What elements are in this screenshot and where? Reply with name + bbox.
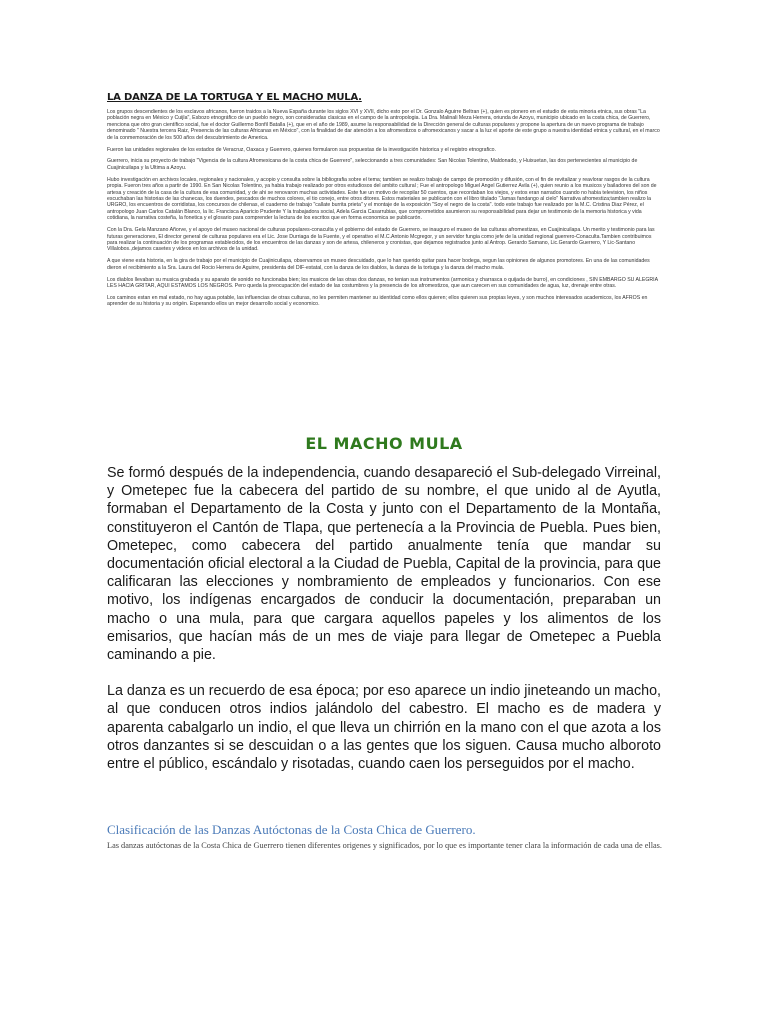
macho-mula-paragraph: Se formó después de la independencia, cuando desapareció el Sub-delegado Virreinal, y Ometepec fue la cabecera del partido de su nombre, el que unido al de Ayutla, formaban el Departamento de la Costa y junto con el Departamento de la Montaña, constituyeron el Cantón de Tlapa, que pertenecía a la Provincia de Puebla. Pues bien, Ometepec, como cabecera del partido anualmente tenía que mandar su documentación oficial electoral a la Ciudad de Puebla, Capital de la provincia, para que calificaran las elecciones y nombramiento de empleados y funcionarios. Con ese motivo, los indígenas encargados de conducir la documentación, preparaban un macho o una mula, para que cargara aquellos papeles y los alimentos de los emisarios, que hacían más de un mes de viaje para llegar de Ometepec a Puebla caminando a pie. xyxy=(107,465,661,664)
classification-paragraph: Las danzas autóctonas de la Costa Chica de Guerrero tienen diferentes origenes y significados, por lo que es importante tener clara la información de cada una de ellas. xyxy=(107,841,662,850)
section-1-paragraph: Hubo investigación en archivos locales, regionales y nacionales, y acopio y consulta sobre la bibliografia sobre el tema; tambien se realizo trabajo de campo de promoción y difusión, con el fin de revitalizar y reavlorar rasgos de la cultura propia. Fueron tres años a partir de 1990. En San Nicolas Tolentino, ya habia trabajo realizado por otros estudiosos del ambito cultural ; Fue el antropologo Miguel Angel Gutierrez Avila (+), quien reunio a los musicos y bailadores del son de artesa y creación de la casa de la cultura de esa comunidad, y de ahi se renovaron muchas actividades. Este fue un motivo de recopilar 50 cuentos, que recordaban los viejos, y estos eran narrados cuando no habia television, los niños escuchaban las historias de las chanecas, los duendes, pescados de muchos colores, el tio conejo, entre otros ditores. Estos materiales se publicarón con el libro titulado "Jamas fandango al cielo" Narrativa afromestiza;tambien realizo la URGRO, los encuentros de corridistas, los concursos de chilenas, el cuaderno de trabajo "callate burrita prieta" y el montaje de la exposición "Soy el negro de la costa". todo este trabajo fue realizado por la M.C. Cristina Diaz Pérez, el antropologo Juan Carlos Catalán Blanco, la lic. Francisca Aparicio Prudente Y la trabajadora social, Adela Garcia Casarrubias, que comprometidos asumieron su responsabilidad para dejar un testimonio de la memoria historica y vida cotidiana, la narrativa costeña, la fonetica y el glosario para comprender la lectura de los escritos que en forma economica se publicarón. xyxy=(107,176,657,222)
section-1-paragraph: Los diablos llevaban su musica grabada y su aparato de sonido no funcionaba bien; los musicos de las otras dos danzas, no tenian sus instrumentos (armonica y charrasca o quijada de burro), en condiciones , SIN EMBARGO SU ALEGRIA LES HACIA GRITAR, AQUI ESTAMOS LOS NEGROS. Pero queda la preocupación del estado de las costumbres y la presencia de los afromestizos, que aun carecen en sus comunidades de agua, luz, drenaje entre otras. xyxy=(107,276,658,289)
macho-mula-heading: EL MACHO MULA xyxy=(305,434,463,453)
section-1-paragraph: Los caminos estan en mal estado, no hay agua potable, las influencias de otras culturas, no les permiten mantener su identidad como ellos quieren; ellos quieren sus propias leyes, y son muchos interesados academicos, los AFROS en aprender de su historia y su origén. Esperando ellos un mejor desarrollo social y economico. xyxy=(107,294,648,308)
article-section-1 xyxy=(107,92,663,313)
macho-mula-paragraph: La danza es un recuerdo de esa época; por eso aparece un indio jineteando un macho, al que conducen otros indios jalándolo del cabestro. El macho es de madera y aparenta cabalgarlo un indio, el que lleva un chirrión en la mano con el que azota a los otros danzantes si se descuidan o a las gentes que los siguen. Causa mucho alboroto entre el público, escándalo y risotadas, cuando caen los perseguidos por el macho. xyxy=(107,683,662,773)
section-1-paragraph: Guerrero, inicia su proyecto de trabajo "Vigencia de la cultura Afromexicana de la costa chica de Guerrero", seleccionando a tres comunidades: San Nicolas Tolentino, Maldonado, y Huixuetan, las dos pertenecientes al municipio de Cuajinicuilapa y la Ultima a Azoyu. xyxy=(107,158,638,171)
section-1-paragraph: Los grupos descendientes de los esclavos africanos, fueron traidos a la Nueva España durante los siglos XVI y XVII, dicho esto por el Dr. Gonzalo Aguirre Beltran (+), quien es pionero en el estudio de esta minoria etnica, sus obras "La población negra en México y Cuijla", Esbozo etnográfico de un pueblo negro, son consideradas clasicas en el campo de la antropologia. La Dra. Malinali Meza Herrera, oriunda de Azoyu, municipio ubicado en la costa chica, de Guerrero, menciona que otro gran científico social, fue el doctor Guillermo Bonfil Batalla (+), que en el año de 1989, asume la responsabilidad de la Dirección general de culturas populares y propone la apertura de un nuevo programa de trabajo denominado " Nuestra tercera Raiz, Presencia de las culturas Africanas en México", con la finalidad de dar atención a los afromestizos o afromexicanos y sacar a la luz el aporte de este grupo a nuestra identidad etnica y cultural, en el marco de la conmemoración de los 500 años del descubrimiento de America. xyxy=(107,109,660,141)
section-1-paragraph: Fueron las unidades regionales de los estados de Veracruz, Oaxaca y Guerrero, quienes formularon sus propuestas de la investigación historica y el registro etnografico. xyxy=(107,146,496,153)
section-1-title: LA DANZA DE LA TORTUGA Y EL MACHO MULA. xyxy=(107,92,362,103)
article-section-2 xyxy=(107,464,661,791)
section-1-paragraph: A que viene esta historia, en la gira de trabajo por el municipio de Cuajinicuilapa, observamos un museo descuidado, que lo han querido quitar para hacer bodega, segun las opiniones de algunos promotores. En una de las comunidades dieron el recibimiento a la Sra. Laura del Rocio Herrera de Aguirre, presidenta del DIF-estatal, con la danza de los diablos, la danza de la tortuga y la danza del macho mula. xyxy=(107,258,650,271)
classification-heading: Clasificación de las Danzas Autóctonas de la Costa Chica de Guerrero. xyxy=(107,822,476,837)
section-1-paragraph: Con la Dra. Gela Manzano Añorve, y el apoyo del museo nacional de culturas populares-conaculta y el gobierno del estado de Guerrero, se inauguro el museo de las culturas afromestizas, en Cuajinicuilapa. Un merito y testimonio para las futuras generaciones, El director general de culturas populares era el Lic. Jose Durriaga de la Fuente, y el operativo el M.C.Antonio Mcgregor, y un servidor fungia como jefe de la unidad regional guerrero-Conaculta.Tambien contribuimos para realizar la continuación de los programas establecidos, de los encuentros de las danzas y son de artesa, chileneros y cronistas, que dejamos registrados junto al Antrop. Gerardo Samano, Lic.Gerardo Guerrero, Y Lic-Santano Villalobos.,dejamos casetes y videos en los archivos de la unidad. xyxy=(107,227,655,253)
